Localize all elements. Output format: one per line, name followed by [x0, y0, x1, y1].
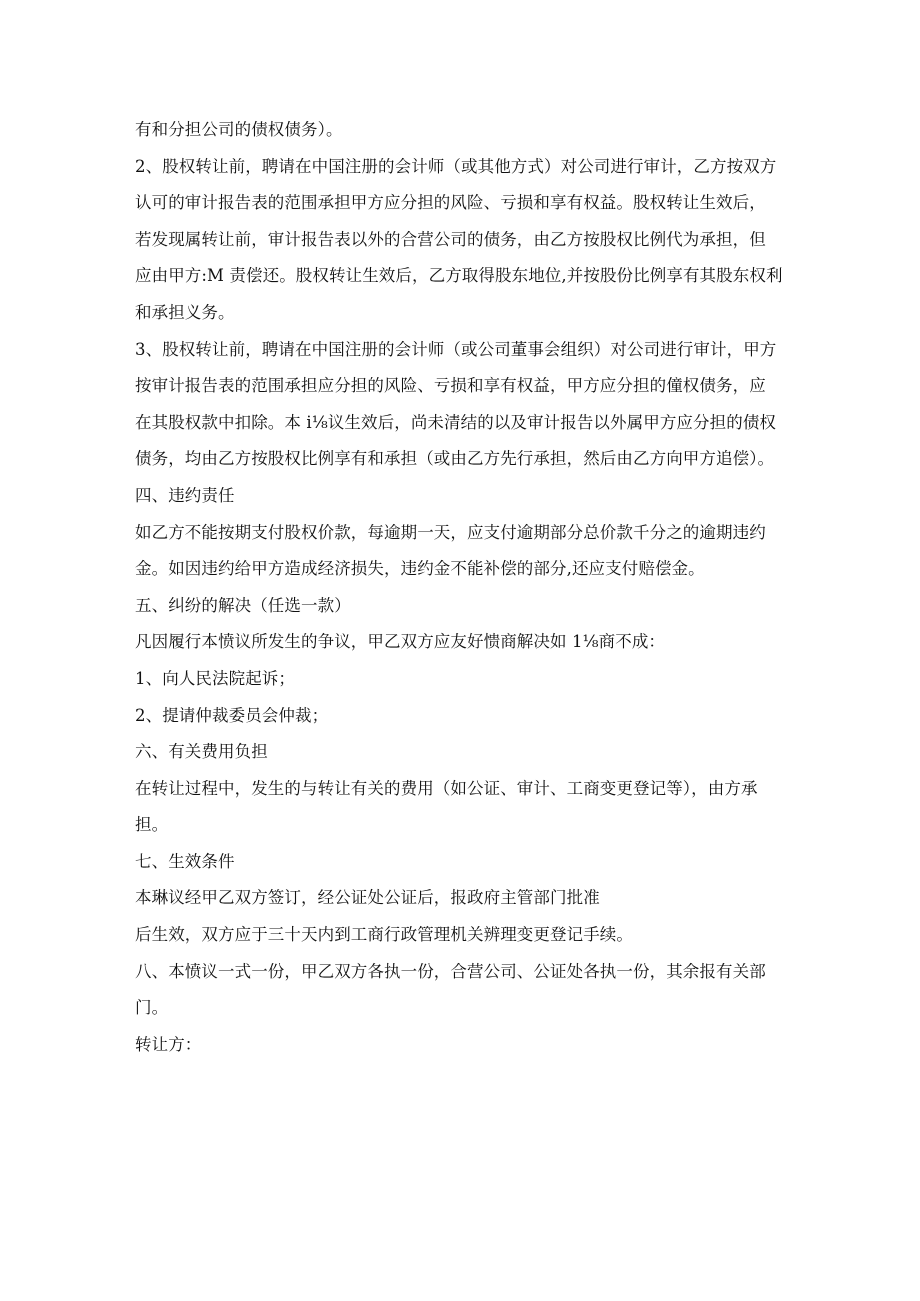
text-line: 本琳议经甲乙双方签订，经公证处公证后，报政府主管部门批准 [135, 888, 600, 908]
text-line: 债务，均由乙方按股权比例享有和承担（或由乙方先行承担，然后由乙方向甲方追偿）。 [135, 449, 775, 469]
text-line: 和承担义务。 [135, 302, 235, 322]
section-heading: 七、生效条件 [135, 851, 235, 871]
section-heading: 六、有关费用负担 [135, 742, 268, 762]
text-line: 若发现属转让前，审计报告表以外的合营公司的债务，由乙方按股权比例代为承担，但 [135, 229, 766, 249]
section-heading: 四、违约责任 [135, 485, 235, 505]
text-line: 3、股权转让前，聘请在中国注册的会计师（或公司董事会组织）对公司进行审计，甲方 [135, 339, 777, 359]
text-line: 认可的审计报告表的范围承担甲方应分担的风险、亏损和享有权益。股权转让生效后， [135, 193, 766, 213]
text-line: 八、本愤议一式一份，甲乙双方各执一份，合营公司、公证处各执一份，其余报有关部 [135, 961, 766, 981]
text-line: 按审计报告表的范围承担应分担的风险、亏损和享有权益，甲方应分担的僮权债务，应 [135, 376, 766, 396]
text-line: 凡因履行本愤议所发生的争议，甲乙双方应友好愦商解决如 1⅛商不成： [135, 632, 666, 652]
text-line: 担。 [135, 815, 169, 835]
text-line: 后生效，双方应于三十天内到工商行政管理机关辨理变更登记手续。 [135, 925, 633, 945]
text-line: 金。如因违约给甲方造成经济损失，违约金不能补偿的部分,还应支付赔偿金。 [135, 559, 705, 579]
document-body [135, 112, 800, 1063]
text-line: 门。 [135, 998, 169, 1018]
text-line: 在转让过程中，发生的与转让有关的费用（如公证、审计、工商变更登记等），由方承 [135, 778, 758, 798]
text-line: 如乙方不能按期支付股权价款，每逾期一天，应支付逾期部分总价款千分之的逾期违约 [135, 522, 766, 542]
text-line: 应由甲方:M 责偿还。股权转让生效后，乙方取得股东地位,并按股份比例享有其股东权利 [135, 266, 783, 286]
text-line: 2、股权转让前，聘请在中国注册的会计师（或其他方式）对公司进行审计，乙方按双方 [135, 156, 777, 176]
list-item: 2、提请仲裁委员会仲裁； [135, 705, 329, 725]
list-item: 1、向人民法院起诉； [135, 668, 295, 688]
text-line: 在其股权款中扣除。本 i⅛议生效后，尚未清结的以及审计报告以外属甲方应分担的债权 [135, 412, 777, 432]
signature-label: 转让方： [135, 1034, 202, 1054]
text-line: 有和分担公司的债权债务）。 [135, 120, 343, 139]
section-heading: 五、纠纷的解决（任选一款） [135, 595, 351, 615]
